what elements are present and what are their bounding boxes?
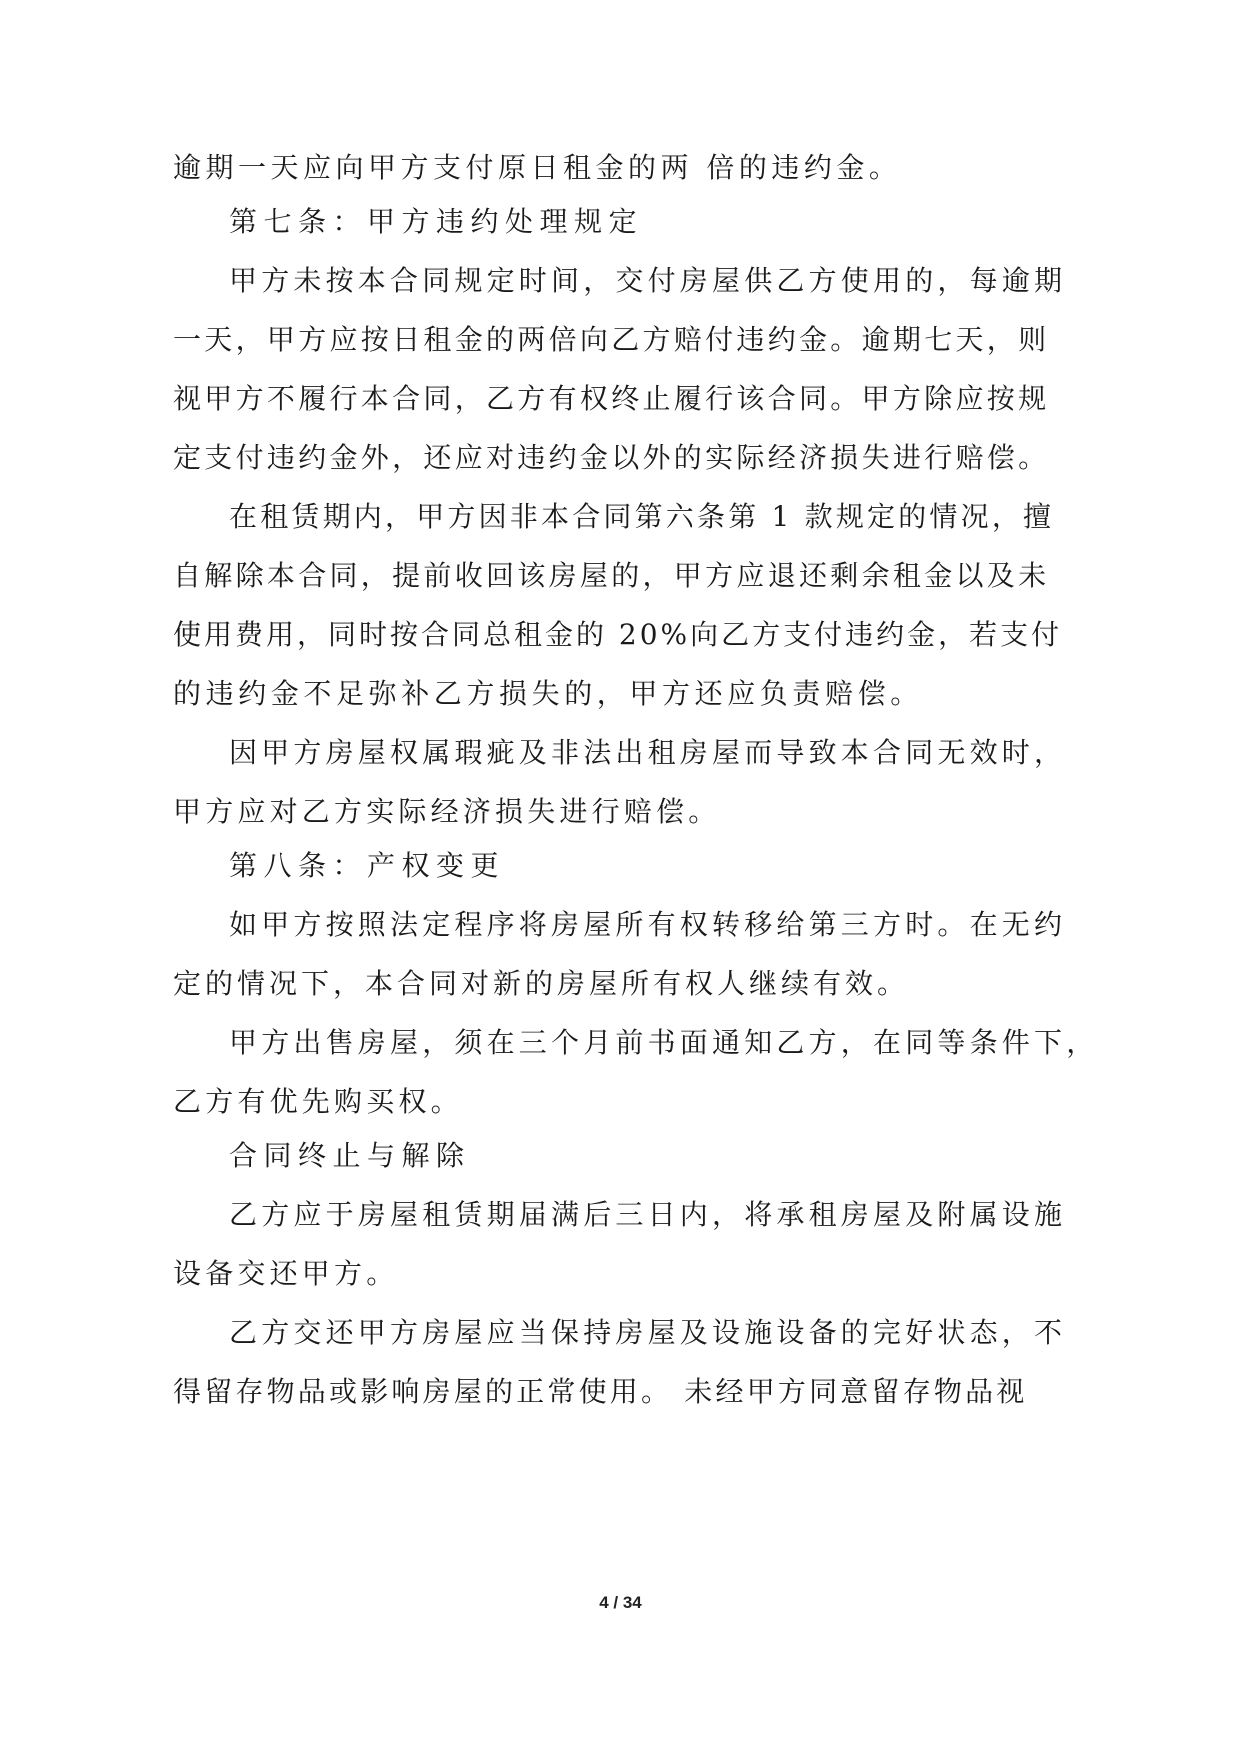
text-line: 因甲方房屋权属瑕疵及非法出租房屋而导致本合同无效时， bbox=[229, 736, 1067, 769]
text-line: 甲方出售房屋，须在三个月前书面通知乙方，在同等条件下， bbox=[229, 1026, 1099, 1059]
text-line: 逾期一天应向甲方支付原日租金的两 倍的违约金。 bbox=[173, 151, 902, 184]
text-line: 第七条：甲方违约处理规定 bbox=[229, 205, 644, 238]
text-line: 乙方有优先购买权。 bbox=[173, 1085, 463, 1118]
text-line: 如甲方按照法定程序将房屋所有权转移给第三方时。在无约 bbox=[229, 908, 1067, 941]
text-line: 的违约金不足弥补乙方损失的，甲方还应负责赔偿。 bbox=[173, 677, 923, 710]
text-line: 甲方应对乙方实际经济损失进行赔偿。 bbox=[173, 795, 721, 828]
text-line: 第八条：产权变更 bbox=[229, 849, 506, 882]
page-number: 4 / 34 bbox=[599, 1593, 642, 1612]
text-line: 定的情况下，本合同对新的房屋所有权人继续有效。 bbox=[173, 967, 910, 1000]
text-line: 乙方交还甲方房屋应当保持房屋及设施设备的完好状态，不 bbox=[229, 1316, 1067, 1349]
text-line: 得留存物品或影响房屋的正常使用。 未经甲方同意留存物品视 bbox=[173, 1375, 1028, 1408]
text-line: 一天，甲方应按日租金的两倍向乙方赔付违约金。逾期七天，则 bbox=[173, 323, 1050, 356]
text-line: 合同终止与解除 bbox=[229, 1139, 471, 1172]
text-line: 定支付违约金外，还应对违约金以外的实际经济损失进行赔偿。 bbox=[173, 441, 1050, 474]
text-line: 使用费用，同时按合同总租金的 20%向乙方支付违约金，若支付 bbox=[173, 618, 1063, 651]
text-line: 自解除本合同，提前收回该房屋的，甲方应退还剩余租金以及未 bbox=[173, 559, 1050, 592]
text-line: 在租赁期内，甲方因非本合同第六条第 1 款规定的情况，擅 bbox=[229, 500, 1055, 533]
text-line: 甲方未按本合同规定时间，交付房屋供乙方使用的，每逾期 bbox=[229, 264, 1067, 297]
text-line: 设备交还甲方。 bbox=[173, 1257, 399, 1290]
text-line: 视甲方不履行本合同，乙方有权终止履行该合同。甲方除应按规 bbox=[173, 382, 1050, 415]
text-line: 乙方应于房屋租赁期届满后三日内，将承租房屋及附属设施 bbox=[229, 1198, 1067, 1231]
